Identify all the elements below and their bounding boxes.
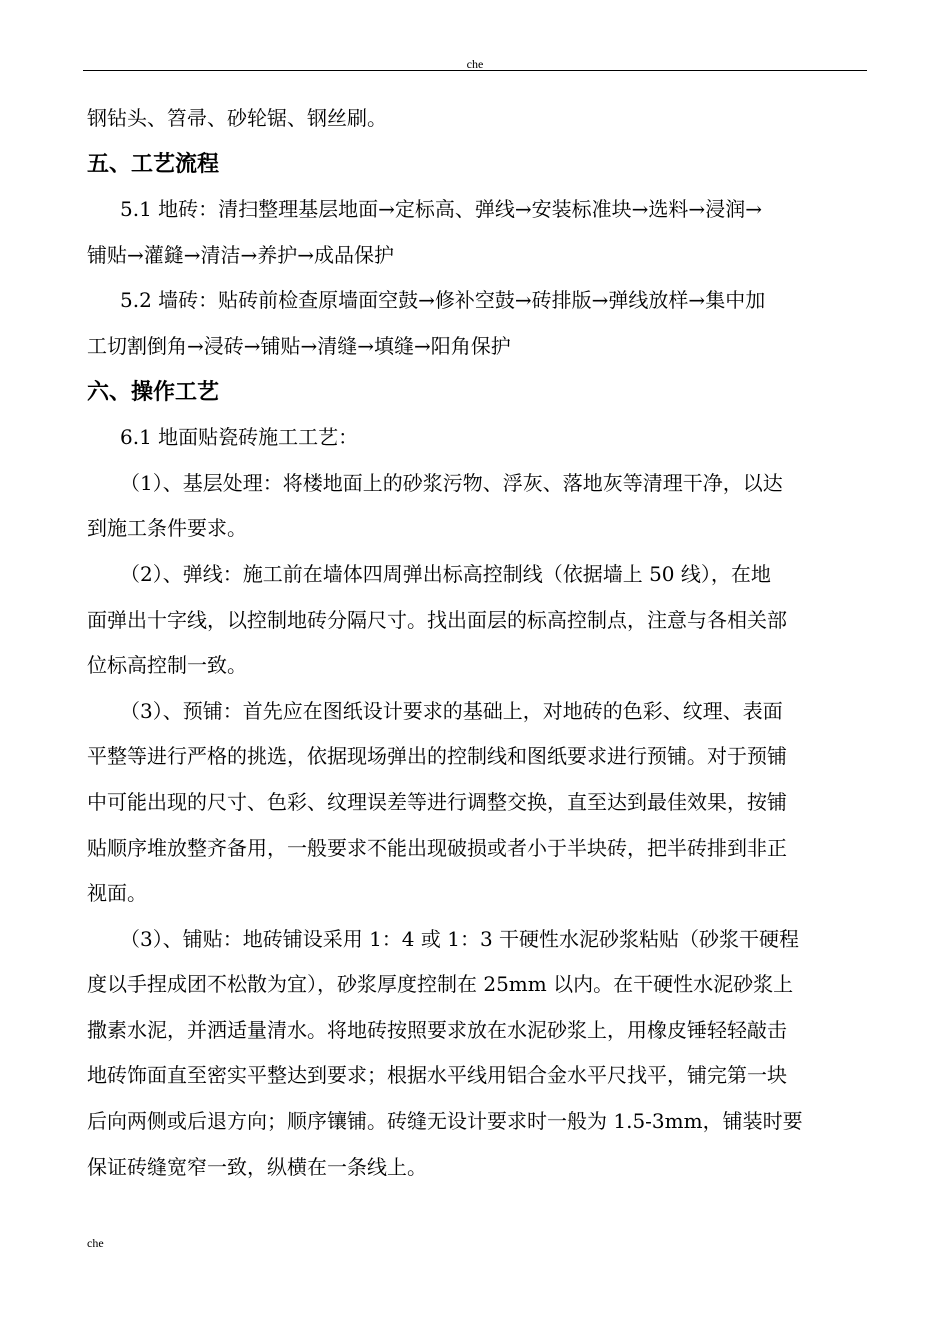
paragraph-line: 贴顺序堆放整齐备用，一般要求不能出现破损或者小于半块砖，把半砖排到非正	[87, 835, 787, 860]
paragraph-line: 度以手捏成团不松散为宜），砂浆厚度控制在 25mm 以内。在干硬性水泥砂浆上	[87, 972, 794, 997]
paragraph-line: 中可能出现的尺寸、色彩、纹理误差等进行调整交换，直至达到最佳效果，按铺	[87, 789, 787, 814]
page-footer: che	[87, 1236, 104, 1250]
paragraph-line: 保证砖缝宽窄一致，纵横在一条线上。	[87, 1154, 427, 1179]
paragraph-line: （3）、预铺：首先应在图纸设计要求的基础上，对地砖的色彩、纹理、表面	[120, 698, 783, 723]
paragraph-line: 平整等进行严格的挑选，依据现场弹出的控制线和图纸要求进行预铺。对于预铺	[87, 744, 787, 769]
paragraph-line: 后向两侧或后退方向；顺序镶铺。砖缝无设计要求时一般为 1.5-3mm，铺装时要	[87, 1109, 803, 1134]
paragraph-line: （3）、铺贴：地砖铺设采用 1：4 或 1：3 干硬性水泥砂浆粘贴（砂浆干硬程	[120, 926, 800, 951]
paragraph-line: 撒素水泥，并洒适量清水。将地砖按照要求放在水泥砂浆上，用橡皮锤轻轻敲击	[87, 1017, 787, 1042]
document-body	[87, 96, 871, 1190]
body-line: 钢钻头、笤帚、砂轮锯、钢丝刷。	[87, 106, 387, 130]
paragraph-line: 位标高控制一致。	[87, 653, 247, 678]
paragraph-line: （2）、弹线：施工前在墙体四周弹出标高控制线（依据墙上 50 线），在地	[120, 561, 771, 586]
section-heading-5: 五、工艺流程	[87, 150, 220, 177]
paragraph-line: 工切割倒角→浸砖→铺贴→清缝→填缝→阳角保护	[87, 333, 511, 358]
paragraph-line: 5.1 地砖：清扫整理基层地面→定标高、弹线→安装标准块→选料→浸润→	[120, 197, 762, 222]
subsection-title: 6.1 地面贴瓷砖施工工艺：	[120, 425, 359, 450]
paragraph-line: 面弹出十字线，以控制地砖分隔尺寸。找出面层的标高控制点，注意与各相关部	[87, 607, 787, 632]
header-rule	[83, 70, 867, 71]
paragraph-line: 地砖饰面直至密实平整达到要求；根据水平线用铝合金水平尺找平，铺完第一块	[87, 1063, 787, 1088]
paragraph-line: （1）、基层处理：将楼地面上的砂浆污物、浮灰、落地灰等清理干净，以达	[120, 470, 783, 495]
paragraph-line: 视面。	[87, 881, 147, 906]
paragraph-line: 到施工条件要求。	[87, 516, 247, 541]
paragraph-line: 铺贴→灌鏠→清洁→养护→成品保护	[87, 242, 395, 267]
paragraph-line: 5.2 墙砖：贴砖前检查原墙面空鼓→修补空鼓→砖排版→弹线放样→集中加	[120, 288, 766, 313]
section-heading-6: 六、操作工艺	[87, 378, 220, 405]
page-header: che	[466, 57, 484, 71]
